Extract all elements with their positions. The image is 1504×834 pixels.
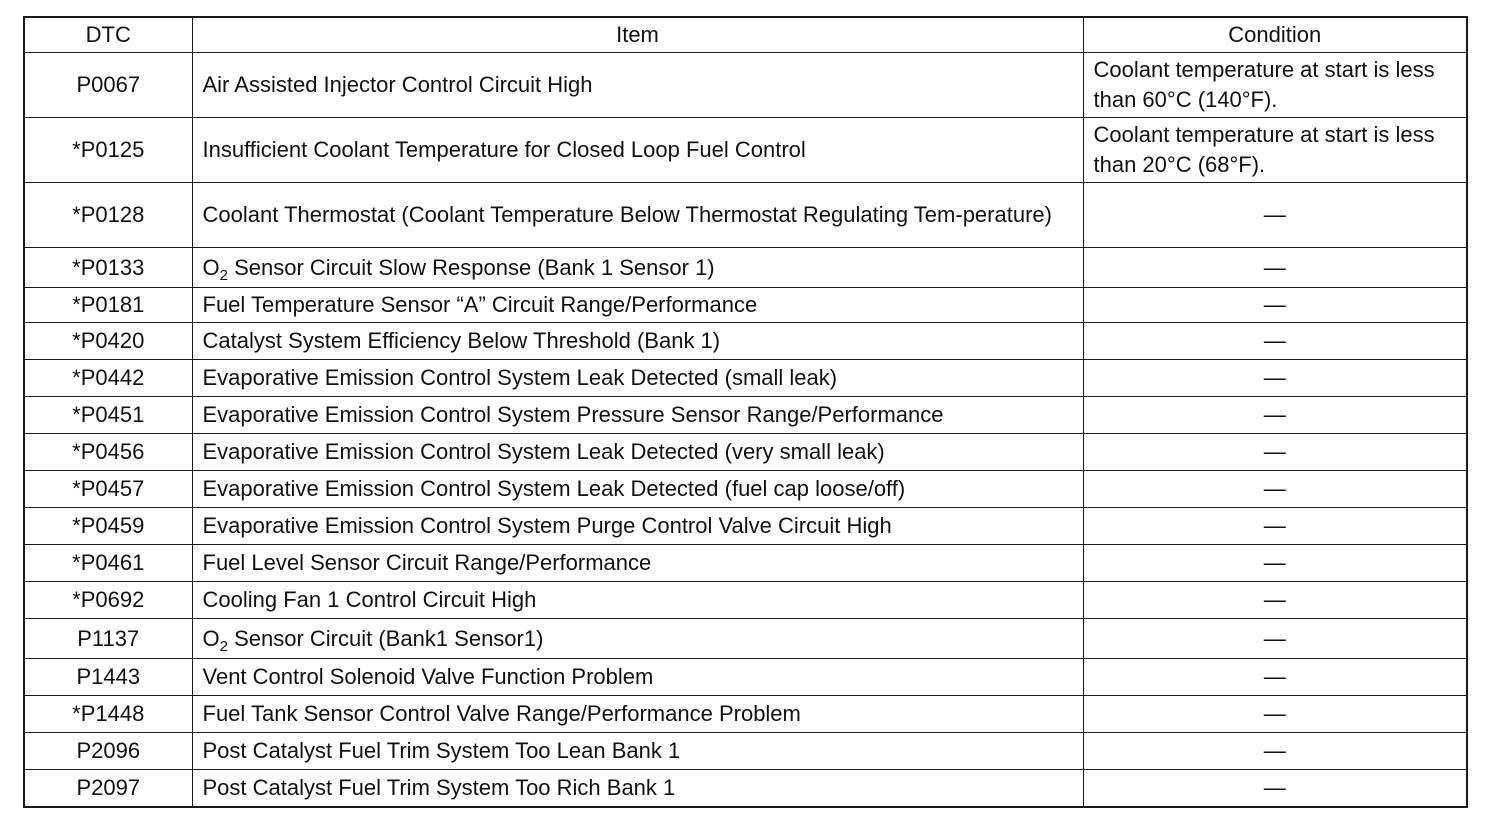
table-row <box>24 508 1467 545</box>
dtc-code: *P0181 <box>24 288 192 323</box>
item-description: Fuel Level Sensor Circuit Range/Performance <box>192 545 1083 582</box>
dtc-code: *P0442 <box>24 360 192 397</box>
condition-dash: — <box>1083 582 1467 619</box>
item-description: Evaporative Emission Control System Leak Detected (small leak) <box>192 360 1083 397</box>
table-row <box>24 696 1467 733</box>
condition-dash: — <box>1083 508 1467 545</box>
condition-dash: — <box>1083 288 1467 323</box>
condition-dash: — <box>1083 545 1467 582</box>
item-description: Post Catalyst Fuel Trim System Too Lean Bank 1 <box>192 733 1083 770</box>
item-description: Fuel Tank Sensor Control Valve Range/Performance Problem <box>192 696 1083 733</box>
table-row <box>24 397 1467 434</box>
table-row <box>24 53 1467 118</box>
condition-dash: — <box>1083 248 1467 288</box>
table-row <box>24 360 1467 397</box>
subscript: 2 <box>219 637 228 655</box>
item-description: Insufficient Coolant Temperature for Closed Loop Fuel Control <box>192 118 1083 183</box>
condition-dash: — <box>1083 733 1467 770</box>
item-description: Evaporative Emission Control System Leak Detected (fuel cap loose/off) <box>192 471 1083 508</box>
dtc-code: *P0456 <box>24 434 192 471</box>
condition-dash: — <box>1083 619 1467 659</box>
dtc-code: *P0451 <box>24 397 192 434</box>
condition-dash: — <box>1083 434 1467 471</box>
table-row <box>24 248 1467 288</box>
dtc-code: *P0125 <box>24 118 192 183</box>
condition-dash: — <box>1083 696 1467 733</box>
item-text-suffix: Sensor Circuit Slow Response (Bank 1 Sensor 1) <box>227 254 715 280</box>
item-text-suffix: Sensor Circuit (Bank1 Sensor1) <box>227 625 544 651</box>
item-description: Post Catalyst Fuel Trim System Too Rich Bank 1 <box>192 770 1083 808</box>
condition-dash: — <box>1083 770 1467 808</box>
item-description: Fuel Temperature Sensor “A” Circuit Range/Performance <box>192 288 1083 323</box>
dtc-code: *P1448 <box>24 696 192 733</box>
item-description <box>192 619 1083 659</box>
table-row <box>24 545 1467 582</box>
condition-dash: — <box>1083 323 1467 360</box>
table-row <box>24 471 1467 508</box>
table-row <box>24 118 1467 183</box>
dtc-code: *P0128 <box>24 183 192 248</box>
item-description <box>192 248 1083 288</box>
item-description: Catalyst System Efficiency Below Threshold (Bank 1) <box>192 323 1083 360</box>
table-row <box>24 288 1467 323</box>
header-item: Item <box>192 17 1083 53</box>
item-description: Evaporative Emission Control System Purge Control Valve Circuit High <box>192 508 1083 545</box>
condition-dash: — <box>1083 360 1467 397</box>
dtc-code: *P0459 <box>24 508 192 545</box>
item-description: Coolant Thermostat (Coolant Temperature Below Thermostat Regulating Tem-perature) <box>192 183 1083 248</box>
dtc-code: *P0457 <box>24 471 192 508</box>
condition-dash: — <box>1083 397 1467 434</box>
table-header-row <box>24 17 1467 53</box>
dtc-code: *P0420 <box>24 323 192 360</box>
condition-text: Coolant temperature at start is less than 60°C (140°F). <box>1083 53 1467 118</box>
condition-text: Coolant temperature at start is less than 20°C (68°F). <box>1083 118 1467 183</box>
item-description: Vent Control Solenoid Valve Function Problem <box>192 659 1083 696</box>
item-description: Air Assisted Injector Control Circuit High <box>192 53 1083 118</box>
dtc-code: P2096 <box>24 733 192 770</box>
item-description: Cooling Fan 1 Control Circuit High <box>192 582 1083 619</box>
dtc-code: *P0461 <box>24 545 192 582</box>
condition-dash: — <box>1083 659 1467 696</box>
table-row <box>24 619 1467 659</box>
condition-dash: — <box>1083 183 1467 248</box>
subscript: 2 <box>219 266 228 284</box>
dtc-code: *P0133 <box>24 248 192 288</box>
condition-dash: — <box>1083 471 1467 508</box>
dtc-code: P2097 <box>24 770 192 808</box>
table-row <box>24 733 1467 770</box>
dtc-code: P1137 <box>24 619 192 659</box>
header-condition: Condition <box>1083 17 1467 53</box>
table-row <box>24 434 1467 471</box>
dtc-code: P1443 <box>24 659 192 696</box>
item-text-prefix: O <box>202 625 220 651</box>
item-text-prefix: O <box>202 254 220 280</box>
item-description: Evaporative Emission Control System Leak Detected (very small leak) <box>192 434 1083 471</box>
table-row <box>24 582 1467 619</box>
dtc-code: P0067 <box>24 53 192 118</box>
dtc-table <box>23 16 1468 808</box>
item-description: Evaporative Emission Control System Pressure Sensor Range/Performance <box>192 397 1083 434</box>
header-dtc: DTC <box>24 17 192 53</box>
table-row <box>24 183 1467 248</box>
table-row <box>24 323 1467 360</box>
table-row <box>24 770 1467 808</box>
table-row <box>24 659 1467 696</box>
dtc-code: *P0692 <box>24 582 192 619</box>
